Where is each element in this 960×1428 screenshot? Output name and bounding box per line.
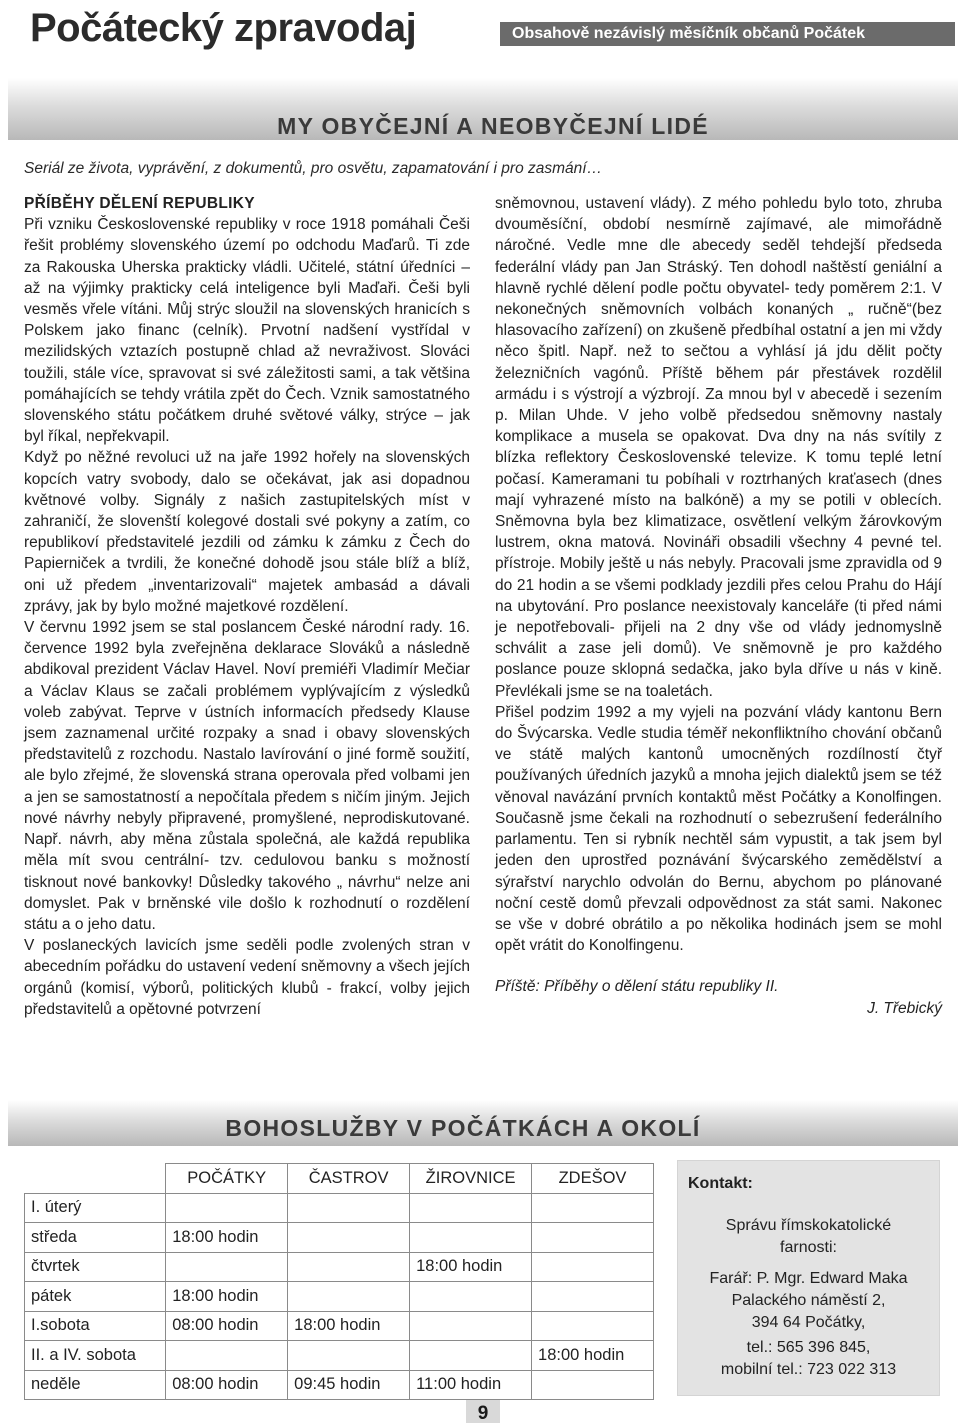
table-row [25, 1282, 654, 1312]
time-cell [410, 1311, 532, 1341]
contact-line: Správu římskokatolické [725, 1217, 892, 1234]
time-cell [410, 1223, 532, 1253]
time-cell [288, 1223, 410, 1253]
time-cell: 08:00 hodin [166, 1311, 288, 1341]
time-cell: 18:00 hodin [166, 1282, 288, 1312]
contact-heading: Kontakt: [688, 1175, 753, 1192]
contact-line: farnosti: [780, 1239, 837, 1256]
day-cell: neděle [25, 1370, 166, 1400]
time-cell [166, 1252, 288, 1282]
table-corner-cell [25, 1164, 166, 1194]
time-cell [532, 1193, 654, 1223]
article-paragraph: V červnu 1992 jsem se stal poslancem České národní rady. 16. července 1992 byla zveřejněna deklarace Slováků a následně abdikoval prezident Václav Havel. Noví premiéři Vladimír Mečiar a Václav Klaus se začali problémem vyplývajícím z výsledků voleb zabývat. Teprve v ústních informacích předsedy Klause jsem zaznamenal určité rozpaky a snad i obavy slovenských představitelů z rozchodu. Nastalo lavírování o jiné formě soužití, ale bylo zřejmé, že slovenská strana operovala před volbami jen a jen se samostatností a nepočítala předem s ničím jiným. Jejich nové návrhy nebyly připravené, promyšlené, neprodiskutované. Např. návrh, aby měna zůstala společná, ale každá republika měla mít svou centrální- tzv. cedulovou banku s možností tisknout nové bankovky! Důsledky takového „ návrhu“ nelze ani domyslet. Pak v brněnské vile došlo k rozhodnutí o rozdělení státu a o jeho datu. [24, 619, 470, 933]
day-cell: I.sobota [25, 1311, 166, 1341]
column-header: ZDEŠOV [532, 1164, 654, 1194]
article-paragraph: Přišel podzim 1992 a my vyjeli na pozvání vlády kantonu Bern do Švýcarska. Vedle studia téměř nekonfliktního chování občanů ve státě malých kantonů umocněných rozdílností čtyř používaných úředních jazyků a mnoha jejich dialektů jsem se též věnoval navázání prvních kontaktů měst Počátky a Konolfingen. Současně jsme čekali na rozhodnutí o sebezrušení federálního parlamentu. Ten si rybník nechtěl sám vypustit, a tak jsem byl jeden den uprostřed poznávání švýcarského zemědělství a sýrařství narychlo odvolán do Bernu, abychom po plánované noční cestě domů převzali odpovědnost za stát sami. Nakonec se vše v dobré obrátilo a po několika hodinách jsem se mohl opět vrátit do Konolfingenu. [495, 703, 942, 955]
day-cell: středa [25, 1223, 166, 1253]
time-cell [532, 1252, 654, 1282]
article-paragraph: sněmovnou, ustavení vlády). Z mého pohledu bylo toto, zhruba dvouměsíční, období nesmírně zajímavé, ale mimořádně náročné. Vedle mne dle abecedy seděl tehdejší předseda federální vlády pan Jan Stráský. Ten dohodl naštěstí geniální a hlavně rychlé dělení podle počtu obyvatel- tedy poměrem 2:1. V nekonečných sněmovních volbách konaných „ ručně“(bez hlasovacího zařízení) on zkušeně předbíhal ostatní a jen mi vždy něco špitl. Např. než to sečtou a vyhlásí já jdu dělit počty železničních vagónů. Příště během pár přestávek rozdělil armádu i s výstrojí a výzbrojí. Za mnou byl v abecedě i sezením p. Milan Uhde. V jeho volbě předsedou sněmovny nastaly komplikace a musela se opakovat. Dva dny na nás svítily z blízka reflektory Československé televize. K tomu teplé letní počasí. Kameramani tu pobíhali v roztrhaných kraťasech (dnes mají vyhrazené místo na balkóně) a my se potili v oblecích. Sněmovna byla bez klimatizace, osvětlení velkým žárovkovým lustrem, okna matová. Novináři obsadili všechny 4 pevné tel. přístroje. Mobily ještě u nás nebyly. Pracovali jsme zpravidla od 9 do 21 hodin a se všemi podklady jezdili přes celou Prahu do Hájí na ubytování. Pro poslance neexistovaly kanceláře (ti před námi je nepotřebovali- přijeli na 2 dny vše od vlády jednomyslně schválit a zase jeli domů). Ve sněmovně je pro každého poslance pouze sklopná sedačka, jako byla dříve u nás v kině. Převlékali jsme se na toaletách. [495, 195, 942, 700]
article-section-title: MY OBYČEJNÍ A NEOBYČEJNÍ LIDÉ [277, 113, 709, 139]
page-number: 9 [466, 1400, 500, 1423]
time-cell: 18:00 hodin [410, 1252, 532, 1282]
day-cell: I. úterý [25, 1193, 166, 1223]
article-heading: PŘÍBĚHY DĚLENÍ REPUBLIKY [24, 195, 255, 212]
time-cell [410, 1341, 532, 1371]
day-cell: čtvrtek [25, 1252, 166, 1282]
day-cell: II. a IV. sobota [25, 1341, 166, 1371]
contact-line: Farář: P. Mgr. Edward Maka [709, 1270, 908, 1287]
article-banner [8, 78, 958, 140]
time-cell: 11:00 hodin [410, 1370, 532, 1400]
contact-box [677, 1160, 940, 1396]
time-cell [288, 1341, 410, 1371]
article-column-left [24, 193, 470, 1020]
time-cell: 09:45 hodin [288, 1370, 410, 1400]
contact-line: mobilní tel.: 723 022 313 [720, 1361, 897, 1378]
time-cell: 18:00 hodin [166, 1223, 288, 1253]
time-cell [532, 1370, 654, 1400]
newspaper-title: Počátecký zpravodaj [30, 6, 417, 50]
services-banner [8, 1100, 958, 1146]
author-signature: J. Třebický [867, 999, 942, 1017]
services-title: BOHOSLUŽBY V POČÁTKÁCH A OKOLÍ [225, 1115, 701, 1141]
time-cell [288, 1282, 410, 1312]
table-header-row [25, 1164, 654, 1194]
column-header: ŽIROVNICE [410, 1164, 532, 1194]
table-row [25, 1370, 654, 1400]
time-cell [288, 1193, 410, 1223]
contact-line: tel.: 565 396 845, [746, 1339, 871, 1356]
column-header: ČASTROV [288, 1164, 410, 1194]
time-cell: 18:00 hodin [288, 1311, 410, 1341]
time-cell [166, 1193, 288, 1223]
table-row [25, 1341, 654, 1371]
article-column-right [495, 193, 942, 1019]
time-cell [288, 1252, 410, 1282]
column-header: POČÁTKY [166, 1164, 288, 1194]
time-cell: 18:00 hodin [532, 1341, 654, 1371]
article-paragraph: Když po něžné revoluci už na jaře 1992 hořely na slovenských kopcích vatry svobody, dalo se očekávat, jak asi dopadnou květnové volby. Signály z našich zastupitelských míst v zahraničí, že slovenští kolegové dostali své pokyny a zatím, co republikoví představitelé jezdili od zámku k zámku z Čech do Papierniček a tvrdili, že konečné dohodě jsou stále blíž a blíž, oni už předem „inventarizovali“ majetek ambasád a dávali zprávy, jak by bylo možné majetkové rozdělení. [24, 449, 470, 615]
newspaper-tagline: Obsahově nezávislý měsíčník občanů Počátek [500, 22, 955, 46]
table-row [25, 1223, 654, 1253]
table-row [25, 1252, 654, 1282]
article-subtitle: Seriál ze života, vyprávění, z dokumentů, pro osvětu, zapamatování i pro zasmání… [24, 160, 603, 177]
services-schedule-table [24, 1163, 654, 1400]
time-cell [532, 1223, 654, 1253]
article-paragraph: Při vzniku Československé republiky v roce 1918 pomáhali Češi řešit problémy slovenského území po odchodu Maďarů. Ti zde za Rakouska Uherska prakticky vládli. Učitelé, státní úředníci – až na výjimky prakticky celá inteligence byli Maďaři. Češi byli vesměs vřele vítáni. Můj strýc sloužil na slovenských hranicích s Polskem jako financ (celník). Prvotní nadšení vystřídal v mezilidských vztazích postupně chlad až nevraživost. Slováci toužili, stále více, spravovat si své záležitosti sami, a tak většina pomáhajících se tehdy vrátila zpět do Čech. Vznik samostatného slovenského státu počátkem druhé světové války, strýce – jak byl říkal, nepřekvapil. [24, 216, 470, 446]
table-row [25, 1311, 654, 1341]
time-cell [532, 1311, 654, 1341]
time-cell: 08:00 hodin [166, 1370, 288, 1400]
time-cell [532, 1282, 654, 1312]
time-cell [410, 1282, 532, 1312]
article-paragraph: V poslaneckých lavicích jsme seděli podle zvolených stran v abecedním pořádku do ustavení vedení sněmovny a všech jejích orgánů (komisí, výborů, politických klubů - frakcí, volby jejich představitelů a opětovné potvrzení [24, 937, 470, 1018]
contact-line: 394 64 Počátky, [751, 1314, 866, 1331]
time-cell [166, 1341, 288, 1371]
time-cell [410, 1193, 532, 1223]
next-issue-note: Příště: Příběhy o dělení státu republiky II. [495, 978, 779, 996]
table-row [25, 1193, 654, 1223]
day-cell: pátek [25, 1282, 166, 1312]
contact-line: Palackého náměstí 2, [731, 1292, 886, 1309]
